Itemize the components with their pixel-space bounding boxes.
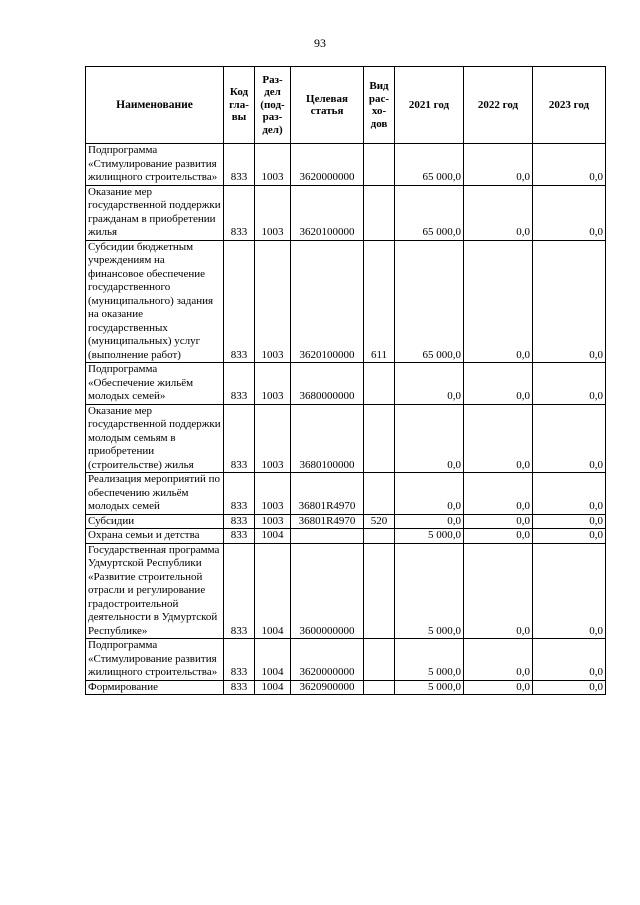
cell-2022: 0,0 bbox=[464, 185, 533, 240]
cell-2023: 0,0 bbox=[533, 473, 606, 515]
header-code: Код гла- вы bbox=[224, 67, 255, 144]
cell-2021: 5 000,0 bbox=[395, 543, 464, 639]
cell-name: Подпрограмма «Стимулирование развития жилищного строительства» bbox=[86, 144, 224, 186]
page-number: 93 bbox=[314, 36, 326, 50]
table-row bbox=[86, 404, 606, 473]
table-row bbox=[86, 363, 606, 405]
table-row bbox=[86, 185, 606, 240]
cell-name: Охрана семьи и детства bbox=[86, 529, 224, 544]
cell-2023: 0,0 bbox=[533, 185, 606, 240]
cell-2021: 0,0 bbox=[395, 404, 464, 473]
cell-target bbox=[291, 529, 364, 544]
cell-kind: 520 bbox=[364, 514, 395, 529]
cell-2021: 65 000,0 bbox=[395, 144, 464, 186]
cell-2022: 0,0 bbox=[464, 473, 533, 515]
cell-2021: 5 000,0 bbox=[395, 529, 464, 544]
cell-section: 1003 bbox=[255, 404, 291, 473]
cell-2023: 0,0 bbox=[533, 240, 606, 363]
cell-name: Реализация мероприятий по обеспечению жильём молодых семей bbox=[86, 473, 224, 515]
cell-section: 1004 bbox=[255, 639, 291, 681]
cell-2021: 0,0 bbox=[395, 363, 464, 405]
cell-target: 3680000000 bbox=[291, 363, 364, 405]
cell-target: 3620100000 bbox=[291, 185, 364, 240]
cell-2022: 0,0 bbox=[464, 514, 533, 529]
cell-code: 833 bbox=[224, 473, 255, 515]
header-section: Раз- дел (под- раз- дел) bbox=[255, 67, 291, 144]
cell-2023: 0,0 bbox=[533, 680, 606, 695]
table-row bbox=[86, 680, 606, 695]
cell-2023: 0,0 bbox=[533, 639, 606, 681]
table-row bbox=[86, 514, 606, 529]
cell-section: 1003 bbox=[255, 185, 291, 240]
cell-target: 36801R4970 bbox=[291, 473, 364, 515]
cell-target: 3620900000 bbox=[291, 680, 364, 695]
cell-2021: 0,0 bbox=[395, 514, 464, 529]
cell-name: Подпрограмма «Обеспечение жильём молодых семей» bbox=[86, 363, 224, 405]
cell-section: 1003 bbox=[255, 514, 291, 529]
cell-kind bbox=[364, 404, 395, 473]
cell-2022: 0,0 bbox=[464, 240, 533, 363]
cell-section: 1003 bbox=[255, 473, 291, 515]
cell-name: Оказание мер государственной поддержки молодым семьям в приобретении (строительстве) жилья bbox=[86, 404, 224, 473]
cell-section: 1004 bbox=[255, 680, 291, 695]
header-2023: 2023 год bbox=[533, 67, 606, 144]
cell-2023: 0,0 bbox=[533, 404, 606, 473]
cell-code: 833 bbox=[224, 543, 255, 639]
cell-2021: 65 000,0 bbox=[395, 240, 464, 363]
cell-kind bbox=[364, 529, 395, 544]
cell-2022: 0,0 bbox=[464, 363, 533, 405]
table-row bbox=[86, 144, 606, 186]
cell-kind bbox=[364, 144, 395, 186]
cell-kind bbox=[364, 185, 395, 240]
cell-target: 3600000000 bbox=[291, 543, 364, 639]
cell-2023: 0,0 bbox=[533, 514, 606, 529]
cell-code: 833 bbox=[224, 240, 255, 363]
cell-kind bbox=[364, 473, 395, 515]
cell-code: 833 bbox=[224, 363, 255, 405]
header-row bbox=[86, 67, 606, 144]
cell-kind bbox=[364, 639, 395, 681]
header-target: Целевая статья bbox=[291, 67, 364, 144]
header-kind: Вид рас- хо- дов bbox=[364, 67, 395, 144]
cell-target: 3620100000 bbox=[291, 240, 364, 363]
header-2021: 2021 год bbox=[395, 67, 464, 144]
cell-code: 833 bbox=[224, 514, 255, 529]
cell-kind bbox=[364, 543, 395, 639]
cell-target: 3680100000 bbox=[291, 404, 364, 473]
table-row bbox=[86, 240, 606, 363]
cell-2022: 0,0 bbox=[464, 543, 533, 639]
table-row bbox=[86, 543, 606, 639]
cell-2023: 0,0 bbox=[533, 543, 606, 639]
cell-name: Субсидии bbox=[86, 514, 224, 529]
cell-code: 833 bbox=[224, 529, 255, 544]
cell-2021: 0,0 bbox=[395, 473, 464, 515]
cell-section: 1003 bbox=[255, 144, 291, 186]
cell-2023: 0,0 bbox=[533, 144, 606, 186]
cell-target: 3620000000 bbox=[291, 144, 364, 186]
cell-2022: 0,0 bbox=[464, 144, 533, 186]
cell-section: 1004 bbox=[255, 529, 291, 544]
header-name: Наименование bbox=[86, 67, 224, 144]
cell-kind bbox=[364, 363, 395, 405]
cell-2022: 0,0 bbox=[464, 680, 533, 695]
header-2022: 2022 год bbox=[464, 67, 533, 144]
cell-code: 833 bbox=[224, 144, 255, 186]
cell-code: 833 bbox=[224, 639, 255, 681]
cell-target: 3620000000 bbox=[291, 639, 364, 681]
cell-code: 833 bbox=[224, 680, 255, 695]
cell-name: Субсидии бюджетным учреждениям на финансовое обеспечение государственного (муниципального) задания на оказание государственных (муниципальных) услуг (выполнение работ) bbox=[86, 240, 224, 363]
cell-code: 833 bbox=[224, 404, 255, 473]
cell-2023: 0,0 bbox=[533, 529, 606, 544]
cell-2021: 5 000,0 bbox=[395, 639, 464, 681]
cell-name: Оказание мер государственной поддержки гражданам в приобретении жилья bbox=[86, 185, 224, 240]
cell-name: Формирование bbox=[86, 680, 224, 695]
cell-section: 1003 bbox=[255, 363, 291, 405]
cell-2022: 0,0 bbox=[464, 404, 533, 473]
cell-name: Государственная программа Удмуртской Республики «Развитие строительной отрасли и регулирование градостроительной деятельности в Удмуртской Республике» bbox=[86, 543, 224, 639]
cell-kind bbox=[364, 680, 395, 695]
budget-table bbox=[85, 66, 606, 695]
table-row bbox=[86, 529, 606, 544]
table-row bbox=[86, 639, 606, 681]
cell-2022: 0,0 bbox=[464, 529, 533, 544]
cell-2021: 65 000,0 bbox=[395, 185, 464, 240]
cell-code: 833 bbox=[224, 185, 255, 240]
cell-kind: 611 bbox=[364, 240, 395, 363]
cell-2021: 5 000,0 bbox=[395, 680, 464, 695]
cell-2023: 0,0 bbox=[533, 363, 606, 405]
cell-section: 1003 bbox=[255, 240, 291, 363]
cell-target: 36801R4970 bbox=[291, 514, 364, 529]
cell-section: 1004 bbox=[255, 543, 291, 639]
cell-name: Подпрограмма «Стимулирование развития жилищного строительства» bbox=[86, 639, 224, 681]
table-row bbox=[86, 473, 606, 515]
cell-2022: 0,0 bbox=[464, 639, 533, 681]
